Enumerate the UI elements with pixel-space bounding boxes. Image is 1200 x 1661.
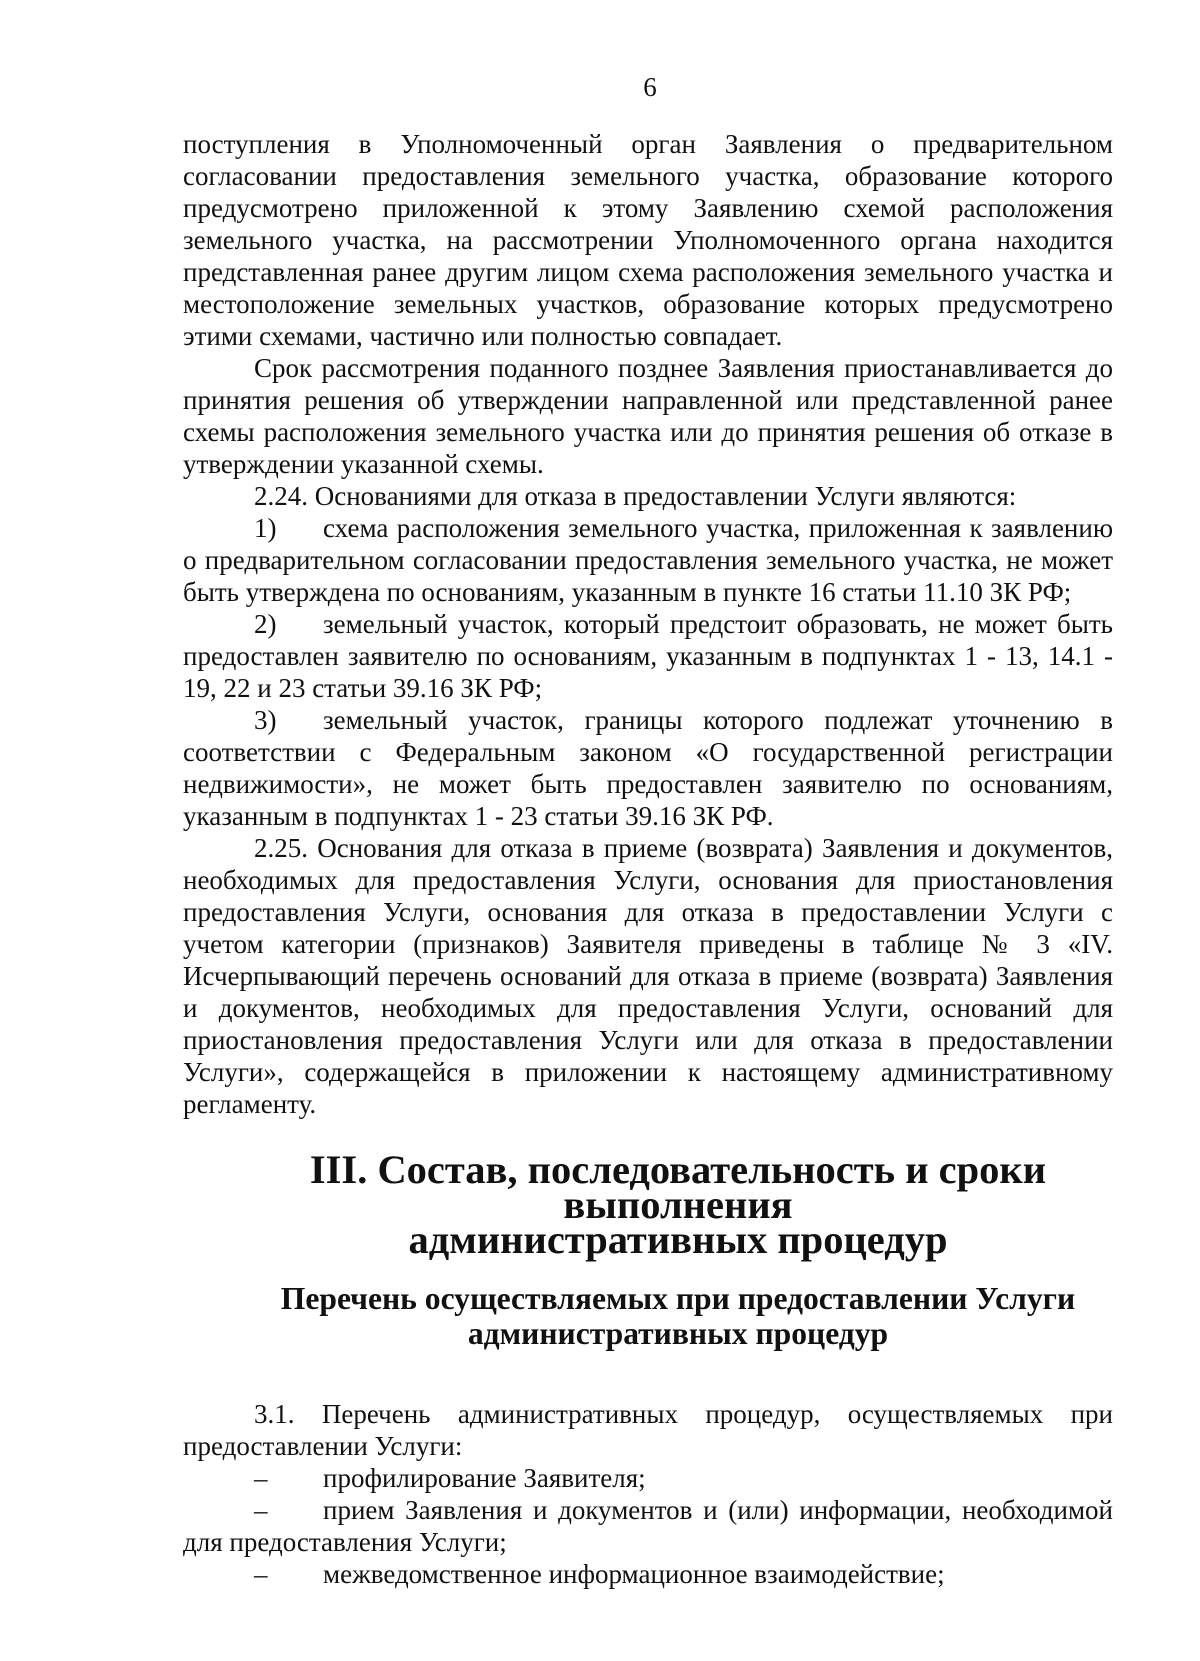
section-3-heading-line-2: административных процедур bbox=[408, 1217, 948, 1262]
paragraph-review-period: Срок рассмотрения поданного позднее Заявления приостанавливается до принятия решения об утверждении направленной или представленной ранее схемы расположения земельного участка или до принятия решения об отказе в утверждении указанной схемы. bbox=[183, 353, 1113, 479]
document-body bbox=[183, 128, 1113, 1590]
procedures-list-heading-line-1: Перечень осуществляемых при предоставлении Услуги bbox=[280, 1281, 1076, 1316]
procedures-list-heading bbox=[183, 1281, 1113, 1351]
clause-2-24-item-1 bbox=[183, 512, 1113, 608]
item-number: 3) bbox=[254, 705, 277, 735]
procedure-text: межведомственное информационное взаимодействие; bbox=[323, 1559, 945, 1589]
page-number: 6 bbox=[643, 72, 657, 102]
clause-2-24: 2.24. Основаниями для отказа в предоставлении Услуги являются: bbox=[254, 481, 1017, 511]
procedure-text: профилирование Заявителя; bbox=[323, 1463, 646, 1493]
item-number: 2) bbox=[254, 609, 277, 639]
procedure-item-3 bbox=[183, 1558, 1113, 1590]
clause-2-25: 2.25. Основания для отказа в приеме (возврата) Заявления и документов, необходимых для предоставления Услуги, основания для приостановления предоставления Услуги, основания для отказа в предоставлении Услуги с учетом категории (признаков) Заявителя приведены в таблице № 3 «IV. Исчерпывающий перечень оснований для отказа в приеме (возврата) Заявления и документов, необходимых для предоставления Услуги, оснований для приостановления предоставления Услуги или для отказа в предоставлении Услуги», содержащейся в приложении к настоящему административному регламенту. bbox=[183, 833, 1113, 1119]
section-3-heading-line-1: III. Состав, последовательность и сроки выполнения bbox=[309, 1147, 1047, 1227]
item-text: схема расположения земельного участка, приложенная к заявлению о предварительном согласовании предоставления земельного участка, не может быть утверждена по основаниям, указанным в пункте 16 статьи 11.10 ЗК РФ; bbox=[183, 513, 1113, 607]
item-number: 1) bbox=[254, 513, 277, 543]
procedure-item-2 bbox=[183, 1494, 1113, 1558]
dash-mark: – bbox=[254, 1463, 268, 1493]
section-3-heading bbox=[183, 1147, 1113, 1262]
procedure-text: прием Заявления и документов и (или) информации, необходимой для предоставления Услуги; bbox=[183, 1495, 1113, 1557]
clause-3-1: 3.1. Перечень административных процедур, осуществляемых при предоставлении Услуги: bbox=[183, 1399, 1113, 1461]
clause-2-24-item-2 bbox=[183, 608, 1113, 704]
procedures-list-heading-line-2: административных процедур bbox=[467, 1316, 889, 1351]
item-text: земельный участок, который предстоит образовать, не может быть предоставлен заявителю по основаниям, указанным в подпунктах 1 - 13, 14.1 - 19, 22 и 23 статьи 39.16 ЗК РФ; bbox=[183, 609, 1113, 703]
paragraph-continuation: поступления в Уполномоченный орган Заявления о предварительном согласовании предоставления земельного участка, образование которого предусмотрено приложенной к этому Заявлению схемой расположения земельного участка, на рассмотрении Уполномоченного органа находится представленная ранее другим лицом схема расположения земельного участка и местоположение земельных участков, образование которых предусмотрено этими схемами, частично или полностью совпадает. bbox=[183, 129, 1113, 351]
dash-mark: – bbox=[254, 1559, 268, 1589]
item-text: земельный участок, границы которого подлежат уточнению в соответствии с Федеральным законом «О государственной регистрации недвижимости», не может быть предоставлен заявителю по основаниям, указанным в подпунктах 1 - 23 статьи 39.16 ЗК РФ. bbox=[183, 705, 1113, 831]
dash-mark: – bbox=[254, 1495, 268, 1525]
procedure-item-1 bbox=[183, 1462, 1113, 1494]
clause-2-24-item-3 bbox=[183, 704, 1113, 832]
